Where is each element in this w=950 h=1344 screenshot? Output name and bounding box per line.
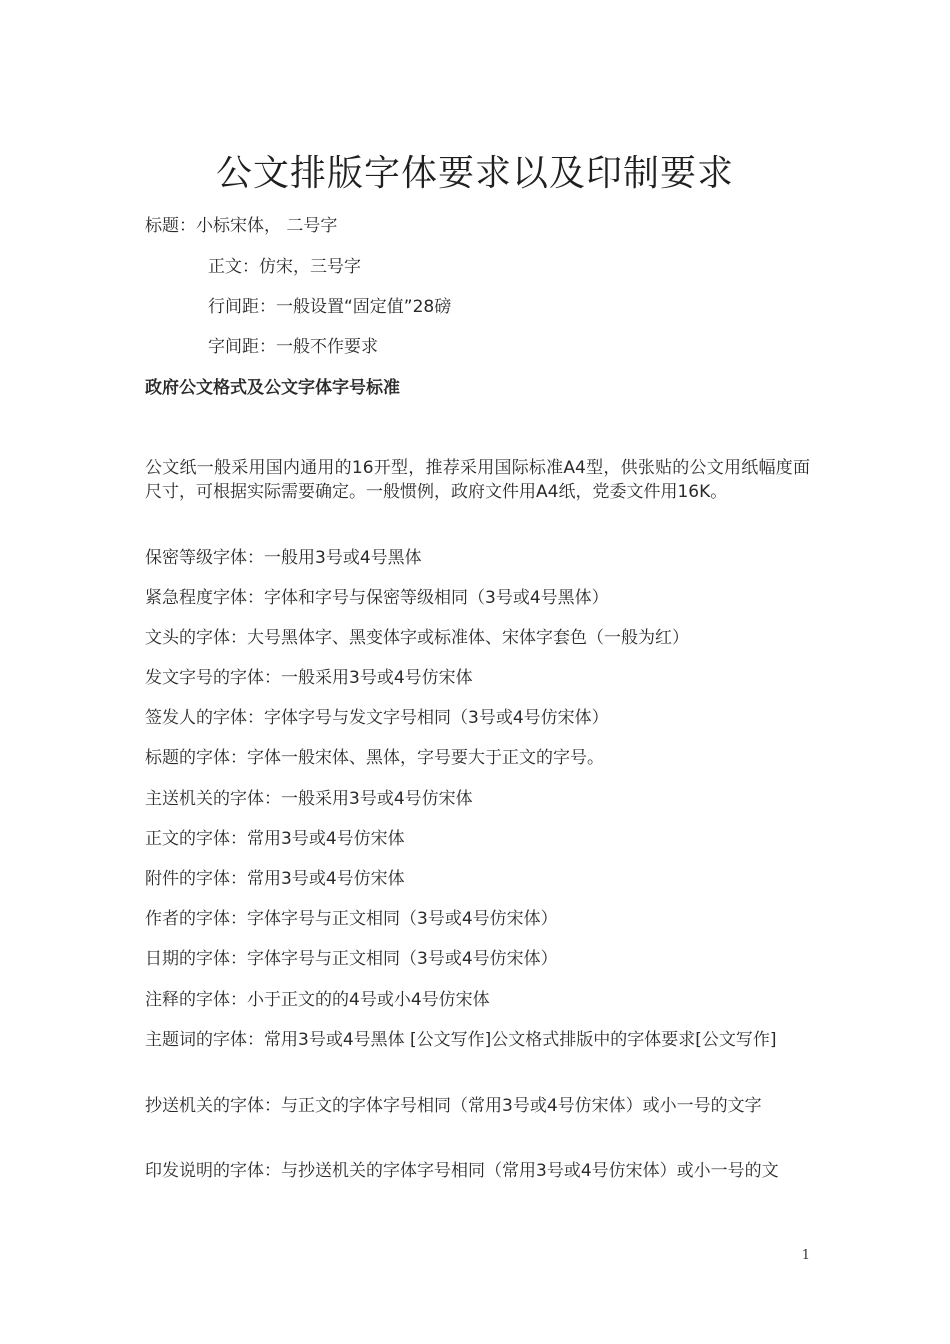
requirement-letter-spacing: 字间距：一般不作要求 [208, 337, 378, 357]
item-urgency-font: 紧急程度字体：字体和字号与保密等级相同（3号或4号黑体） [145, 588, 609, 608]
item-header-font: 文头的字体：大号黑体字、黑变体字或标准体、宋体字套色（一般为红） [145, 628, 689, 648]
section-heading: 政府公文格式及公文字体字号标准 [145, 378, 400, 398]
item-recipient-font: 主送机关的字体：一般采用3号或4号仿宋体 [145, 789, 473, 809]
requirement-line-spacing: 行间距：一般设置“固定值”28磅 [208, 297, 452, 317]
item-annotation-font: 注释的字体：小于正文的的4号或小4号仿宋体 [145, 990, 490, 1010]
document-title: 公文排版字体要求以及印制要求 [215, 153, 734, 194]
item-keyword-font: 主题词的字体：常用3号或4号黑体 [公文写作]公文格式排版中的字体要求[公文写作] [145, 1030, 777, 1050]
item-secrecy-font: 保密等级字体：一般用3号或4号黑体 [145, 548, 422, 568]
item-author-font: 作者的字体：字体字号与正文相同（3号或4号仿宋体） [145, 909, 558, 929]
requirement-body-font: 正文：仿宋，三号字 [208, 257, 361, 277]
item-cc-font: 抄送机关的字体：与正文的字体字号相同（常用3号或4号仿宋体）或小一号的文字 [145, 1096, 762, 1116]
item-signer-font: 签发人的字体：字体字号与发文字号相同（3号或4号仿宋体） [145, 708, 609, 728]
item-print-note-font: 印发说明的字体：与抄送机关的字体字号相同（常用3号或4号仿宋体）或小一号的文 [145, 1161, 779, 1181]
item-title-font: 标题的字体：字体一般宋体、黑体，字号要大于正文的字号。 [145, 748, 604, 768]
item-date-font: 日期的字体：字体字号与正文相同（3号或4号仿宋体） [145, 949, 558, 969]
page-number: 1 [801, 1248, 810, 1263]
intro-paragraph: 公文纸一般采用国内通用的16开型，推荐采用国际标准A4型，供张贴的公文用纸幅度面尺寸，可根据实际需要确定。一般惯例，政府文件用A4纸，党委文件用16K。 [145, 458, 810, 502]
requirement-title-font: 标题：小标宋体， 二号字 [145, 216, 338, 236]
item-attachment-font: 附件的字体：常用3号或4号仿宋体 [145, 869, 405, 889]
item-body-font: 正文的字体：常用3号或4号仿宋体 [145, 829, 405, 849]
item-doc-number-font: 发文字号的字体：一般采用3号或4号仿宋体 [145, 668, 473, 688]
